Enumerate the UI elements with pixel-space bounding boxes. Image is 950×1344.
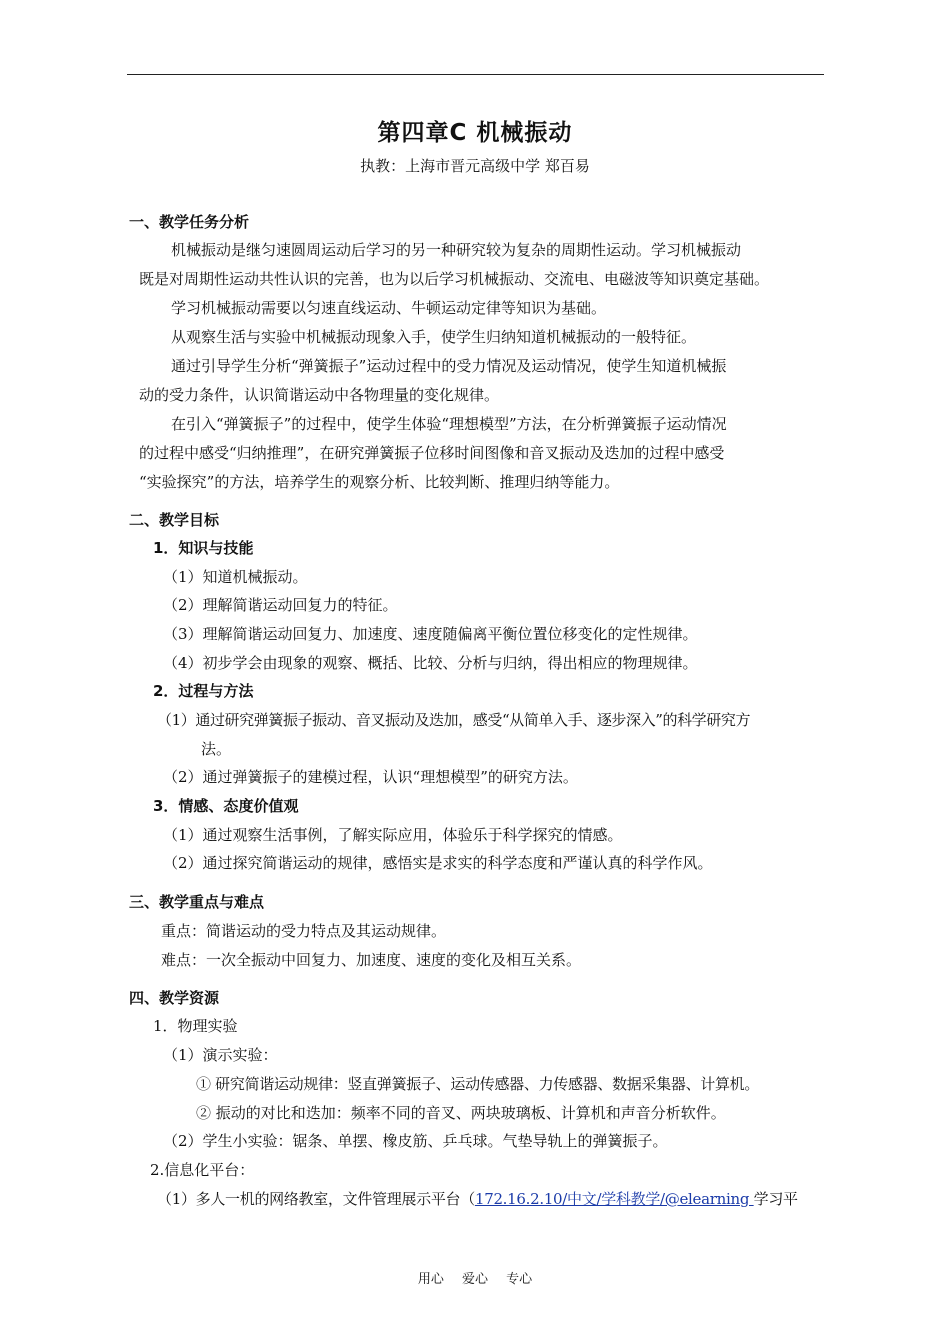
paragraph-line: “实验探究”的方法，培养学生的观察分析、比较判断、推理归纳等能力。 — [139, 473, 620, 491]
paragraph-line: 的过程中感受“归纳推理”，在研究弹簧振子位移时间图像和音叉振动及迭加的过程中感受 — [139, 444, 725, 462]
section-heading-2: 二、教学目标 — [129, 511, 220, 529]
list-item: （2）通过弹簧振子的建模过程，认识“理想模型”的研究方法。 — [163, 768, 578, 786]
difficult-point: 难点：一次全振动中回复力、加速度、速度的变化及相互关系。 — [161, 951, 582, 969]
list-item: ① 研究简谐运动规律：竖直弹簧振子、运动传感器、力传感器、数据采集器、计算机。 — [196, 1075, 760, 1093]
section-heading-4: 四、教学资源 — [129, 989, 220, 1007]
list-item: （1）通过观察生活事例，了解实际应用，体验乐于科学探究的情感。 — [163, 826, 623, 844]
list-item: （2）通过探究简谐运动的规律，感悟实是求实的科学态度和严谨认真的科学作风。 — [163, 854, 713, 872]
platform-text-tail: 学习平 — [753, 1190, 798, 1208]
paragraph-line: 学习机械振动需要以匀速直线运动、牛顿运动定律等知识为基础。 — [171, 299, 607, 317]
subheading: 1．物理实验 — [153, 1017, 238, 1035]
list-item: ② 振动的对比和迭加：频率不同的音叉、两块玻璃板、计算机和声音分析软件。 — [196, 1104, 726, 1122]
page-footer: 用心 爱心 专心 — [417, 1272, 533, 1287]
subheading: 3．情感、态度价值观 — [153, 797, 299, 815]
list-item: （2）理解简谐运动回复力的特征。 — [163, 596, 398, 614]
paragraph-line: 动的受力条件，认识简谐运动中各物理量的变化规律。 — [139, 386, 500, 404]
list-item — [157, 1189, 798, 1209]
header-rule — [127, 74, 824, 75]
paragraph-line: 从观察生活与实验中机械振动现象入手，使学生归纳知道机械振动的一般特征。 — [171, 328, 697, 346]
paragraph-line: 机械振动是继匀速圆周运动后学习的另一种研究较为复杂的周期性运动。学习机械振动 — [171, 241, 742, 259]
section-heading-3: 三、教学重点与难点 — [129, 893, 265, 911]
platform-link[interactable]: 172.16.2.10/中文/学科教学/@elearning — [474, 1190, 754, 1208]
subheading: 2.信息化平台： — [150, 1161, 255, 1179]
paragraph-line: 通过引导学生分析“弹簧振子”运动过程中的受力情况及运动情况，使学生知道机械振 — [171, 357, 727, 375]
list-item: （3）理解简谐运动回复力、加速度、速度随偏离平衡位置位移变化的定性规律。 — [163, 625, 698, 643]
page-title: 第四章C 机械振动 — [377, 120, 573, 146]
subheading: 2．过程与方法 — [153, 682, 254, 700]
list-item: （1）知道机械振动。 — [163, 568, 308, 586]
author-line: 执教：上海市晋元高级中学 郑百易 — [360, 157, 590, 175]
list-item: （1）通过研究弹簧振子振动、音叉振动及迭加，感受“从简单入手、逐步深入”的科学研究方 — [157, 711, 751, 729]
paragraph-line: 在引入“弹簧振子”的过程中，使学生体验“理想模型”方法，在分析弹簧振子运动情况 — [171, 415, 727, 433]
subheading: 1．知识与技能 — [153, 539, 254, 557]
list-item: （4）初步学会由现象的观察、概括、比较、分析与归纳，得出相应的物理规律。 — [163, 654, 698, 672]
list-item-continuation: 法。 — [201, 740, 232, 758]
list-item: （1）演示实验： — [163, 1046, 278, 1064]
paragraph-line: 既是对周期性运动共性认识的完善，也为以后学习机械振动、交流电、电磁波等知识奠定基础。 — [139, 270, 770, 288]
section-heading-1: 一、教学任务分析 — [129, 213, 250, 231]
platform-text: （1）多人一机的网络教室，文件管理展示平台（ — [157, 1190, 475, 1208]
key-point: 重点：简谐运动的受力特点及其运动规律。 — [161, 922, 447, 940]
list-item: （2）学生小实验：锯条、单摆、橡皮筋、乒乓球。气垫导轨上的弹簧振子。 — [163, 1132, 668, 1150]
